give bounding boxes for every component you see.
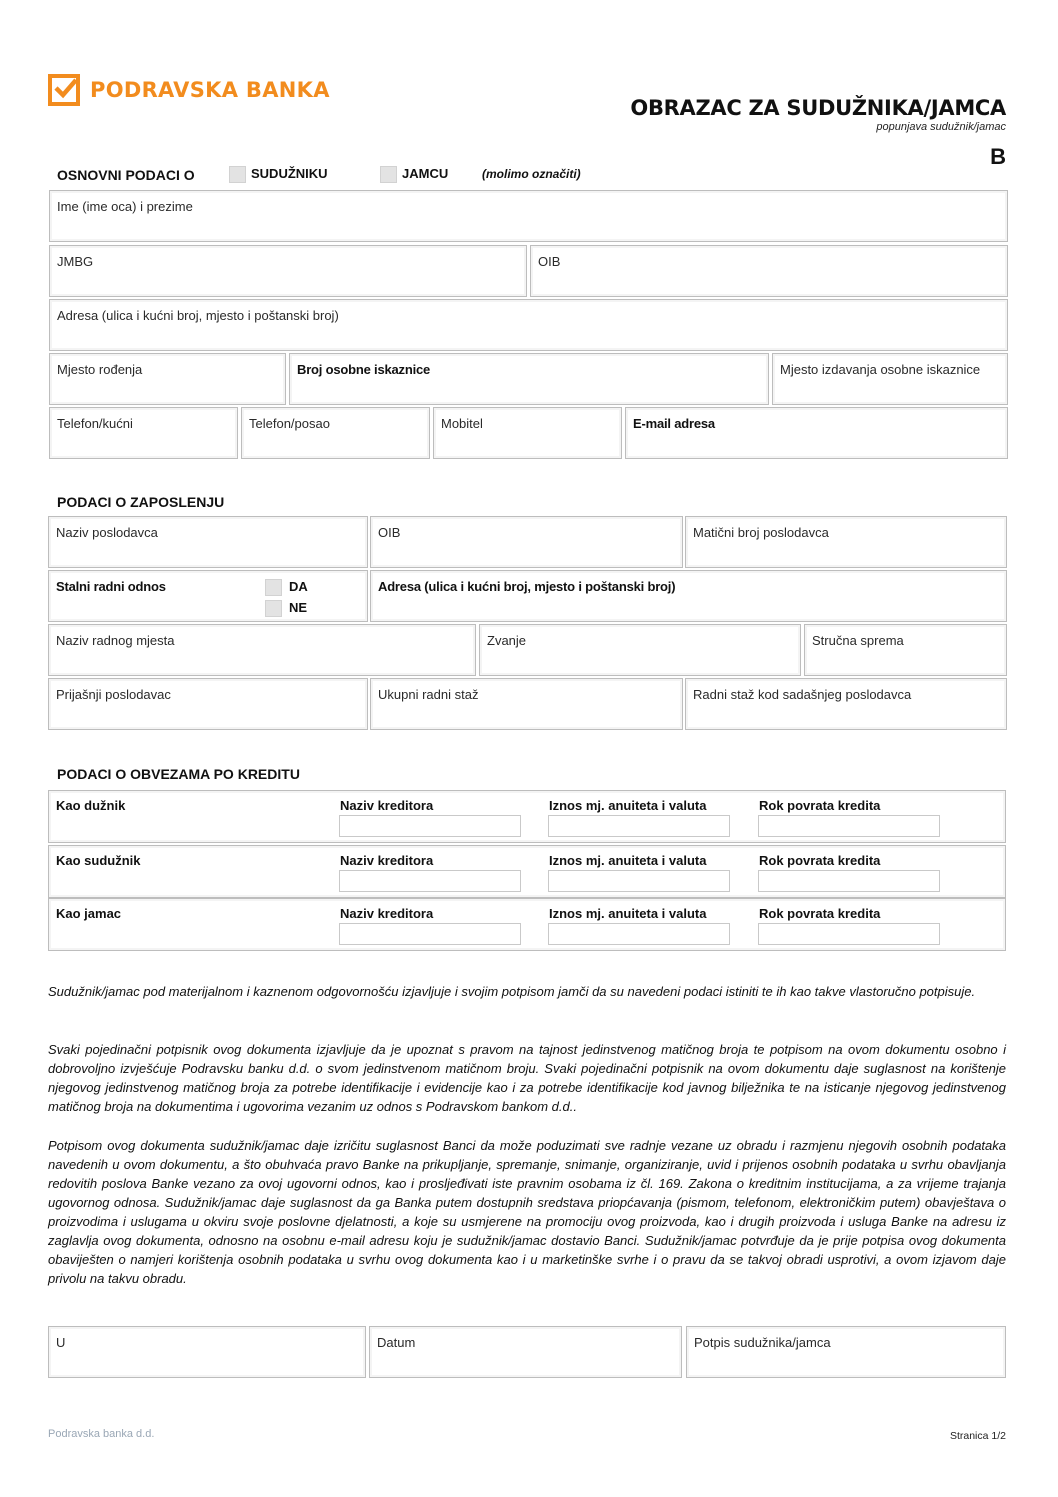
creditor-label: Naziv kreditora	[340, 853, 434, 868]
signature-date-label: Datum	[377, 1335, 416, 1350]
obligation-row-guarantor	[48, 898, 1006, 951]
signature-field[interactable]	[686, 1326, 1006, 1378]
mobile-field[interactable]	[433, 407, 622, 459]
annuity-label: Iznos mj. anuiteta i valuta	[549, 853, 707, 868]
employer-oib-label: OIB	[378, 525, 401, 540]
annuity-label: Iznos mj. anuiteta i valuta	[549, 906, 707, 921]
permanent-employment-box	[48, 570, 368, 622]
annuity-label: Iznos mj. anuiteta i valuta	[549, 798, 707, 813]
oib-label: OIB	[538, 254, 561, 269]
obligation-row-label: Kao dužnik	[56, 798, 126, 813]
guarantor-label: JAMCU	[402, 166, 449, 181]
address-label: Adresa (ulica i kućni broj, mjesto i poštanski broj)	[57, 308, 339, 323]
term-input[interactable]	[758, 923, 940, 945]
address-field[interactable]	[49, 299, 1008, 351]
declaration-jmbg: Svaki pojedinačni potpisnik ovog dokumenta izjavljuje da je upoznat s pravom na tajnost jedinstvenog matičnog broja te potpisom na ovom dokumentu osobno i dobrovoljno izvješćuje Podravsku banku d.d. o svom jedinstvenom matičnom broju. Svaki pojedinačni potpisnik na ovom dokumentu daje suglasnost na korištenje njegovog jedinstvenog matičnog broja za potrebe identifikacije i evidencije kao i za potrebe identifikacije kod javnog bilježnika te na isticanje njegovog jedinstvenog matičnog broja na dokumentima i ugovorima vezanim uz odnos s Podravskom bankom d.d..	[48, 1042, 1006, 1114]
page-number: Stranica 1/2	[949, 1430, 1006, 1442]
birthplace-field[interactable]	[49, 353, 286, 405]
prev-employer-label: Prijašnji poslodavac	[56, 687, 171, 702]
current-service-label: Radni staž kod sadašnjeg poslodavca	[693, 687, 912, 702]
employment-section-title: PODACI O ZAPOSLENJU	[57, 494, 225, 510]
employer-address-field[interactable]	[370, 570, 1007, 622]
id-number-label: Broj osobne iskaznice	[297, 362, 431, 377]
obligations-section-title: PODACI O OBVEZAMA PO KREDITU	[57, 766, 300, 782]
annuity-input[interactable]	[548, 923, 730, 945]
creditor-input[interactable]	[339, 815, 521, 837]
oib-field[interactable]	[530, 245, 1008, 297]
qualification-label: Stručna sprema	[812, 633, 904, 648]
permanent-yes-label: DA	[289, 579, 308, 594]
employer-id-label: Matični broj poslodavca	[693, 525, 829, 540]
declaration-data-processing: Potpisom ovog dokumenta sudužnik/jamac daje izričitu suglasnost Banci da može poduzimati sve radnje vezane uz obradu i razmjenu njegovih osobnih podataka navedenih u ovom dokumentu, a što obuhvaća pravo Banke na prikupljanje, spremanje, snimanje, organiziranje, uvid i prijenos osobnih podataka u svrhu obavljanja redovitih poslova Banke vezano za ovoj ugovorni odnos, kao i prosljeđivati iste pravnim osobama iz čl. 169. Zakona o kreditnim institucijama, a za vrijeme trajanja ugovornog odnosa. Sudužnik/jamac daje suglasnost da ga Banka putem dostupnih sredstava priopćavanja (pismom, telefonom, elektroničkim putem) obavještava o proizvodima i uslugama u okviru svoje poslovne djelatnosti, a koje su usmjerene na promociju ovog proizvoda, kao i drugih proizvoda i usluga Banke na adresu iz zaglavlja ovog dokumenta, odnosno na osobnu e-mail adresu koju je sudužnik/jamac dostavio Banci. Sudužnik/jamac potvrđuje da je prije potpisa ovog dokumenta obaviješten o namjeri korištenja osobnih podataka u svrhu ovog dokumenta kao i u marketinške svrhe i o pravu da se takvoj obradi usprotivi, a ovom izjavom daje privolu na takvu obradu.	[48, 1138, 1006, 1286]
mobile-label: Mobitel	[441, 416, 483, 431]
employer-oib-field[interactable]	[370, 516, 683, 568]
signature-place-label: U	[56, 1335, 66, 1350]
declaration-truthfulness: Sudužnik/jamac pod materijalnom i kaznenom odgovornošću izjavljuje i svojim potpisom jamči da su navedeni podaci istiniti te ih kao takve vlastoručno potpisuje.	[48, 984, 976, 999]
signature-label: Potpis sudužnika/jamca	[694, 1335, 831, 1350]
obligation-row-label: Kao jamac	[56, 906, 122, 921]
current-service-field[interactable]	[685, 678, 1007, 730]
birthplace-label: Mjesto rođenja	[57, 362, 143, 377]
employer-field[interactable]	[48, 516, 368, 568]
employer-id-field[interactable]	[685, 516, 1007, 568]
prev-employer-field[interactable]	[48, 678, 368, 730]
email-field[interactable]	[625, 407, 1008, 459]
position-label: Naziv radnog mjesta	[56, 633, 175, 648]
creditor-label: Naziv kreditora	[340, 798, 434, 813]
creditor-input[interactable]	[339, 870, 521, 892]
permanent-no-label: NE	[289, 600, 308, 615]
permanent-no-checkbox[interactable]	[265, 600, 282, 617]
basic-section-title: OSNOVNI PODACI O	[57, 167, 195, 183]
annuity-input[interactable]	[548, 815, 730, 837]
employer-label: Naziv poslodavca	[56, 525, 158, 540]
title-field[interactable]	[479, 624, 801, 676]
jmbg-field[interactable]	[49, 245, 527, 297]
term-input[interactable]	[758, 815, 940, 837]
phone-work-field[interactable]	[241, 407, 430, 459]
document-title: OBRAZAC ZA SUDUŽNIKA/JAMCA	[630, 96, 1006, 120]
signature-date-field[interactable]	[369, 1326, 682, 1378]
total-service-label: Ukupni radni staž	[378, 687, 479, 702]
permanent-yes-checkbox[interactable]	[265, 579, 282, 596]
guarantor-checkbox[interactable]	[380, 166, 397, 183]
term-input[interactable]	[758, 870, 940, 892]
employer-address-label: Adresa (ulica i kućni broj, mjesto i poštanski broj)	[378, 579, 676, 594]
signature-place-field[interactable]	[48, 1326, 366, 1378]
total-service-field[interactable]	[370, 678, 683, 730]
name-field[interactable]	[49, 190, 1008, 242]
form-letter: B	[990, 144, 1006, 169]
phone-work-label: Telefon/posao	[249, 416, 330, 431]
check-hint: (molimo označiti)	[482, 167, 581, 181]
obligation-row-label: Kao sudužnik	[56, 853, 141, 868]
annuity-input[interactable]	[548, 870, 730, 892]
jmbg-label: JMBG	[57, 254, 94, 269]
position-field[interactable]	[48, 624, 476, 676]
bank-logo	[48, 72, 330, 108]
name-label: Ime (ime oca) i prezime	[57, 199, 193, 214]
term-label: Rok povrata kredita	[759, 853, 881, 868]
obligation-row-debtor	[48, 790, 1006, 843]
term-label: Rok povrata kredita	[759, 798, 881, 813]
id-place-label: Mjesto izdavanja osobne iskaznice	[780, 362, 981, 377]
permanent-employment-label: Stalni radni odnos	[56, 579, 166, 594]
bank-logo-icon	[48, 74, 80, 106]
title-label: Zvanje	[487, 633, 527, 648]
id-place-field[interactable]	[772, 353, 1008, 405]
coborrower-checkbox[interactable]	[229, 166, 246, 183]
phone-home-label: Telefon/kućni	[57, 416, 133, 431]
coborrower-label: SUDUŽNIKU	[251, 166, 328, 181]
creditor-label: Naziv kreditora	[340, 906, 434, 921]
id-number-field[interactable]	[289, 353, 769, 405]
bank-name: PODRAVSKA BANKA	[90, 78, 330, 102]
phone-home-field[interactable]	[49, 407, 238, 459]
footer-company: Podravska banka d.d.	[48, 1428, 155, 1440]
obligation-row-coborrower	[48, 845, 1006, 898]
document-subtitle: popunjava sudužnik/jamac	[876, 121, 1006, 133]
qualification-field[interactable]	[804, 624, 1007, 676]
creditor-input[interactable]	[339, 923, 521, 945]
term-label: Rok povrata kredita	[759, 906, 881, 921]
email-label: E-mail adresa	[633, 416, 715, 431]
